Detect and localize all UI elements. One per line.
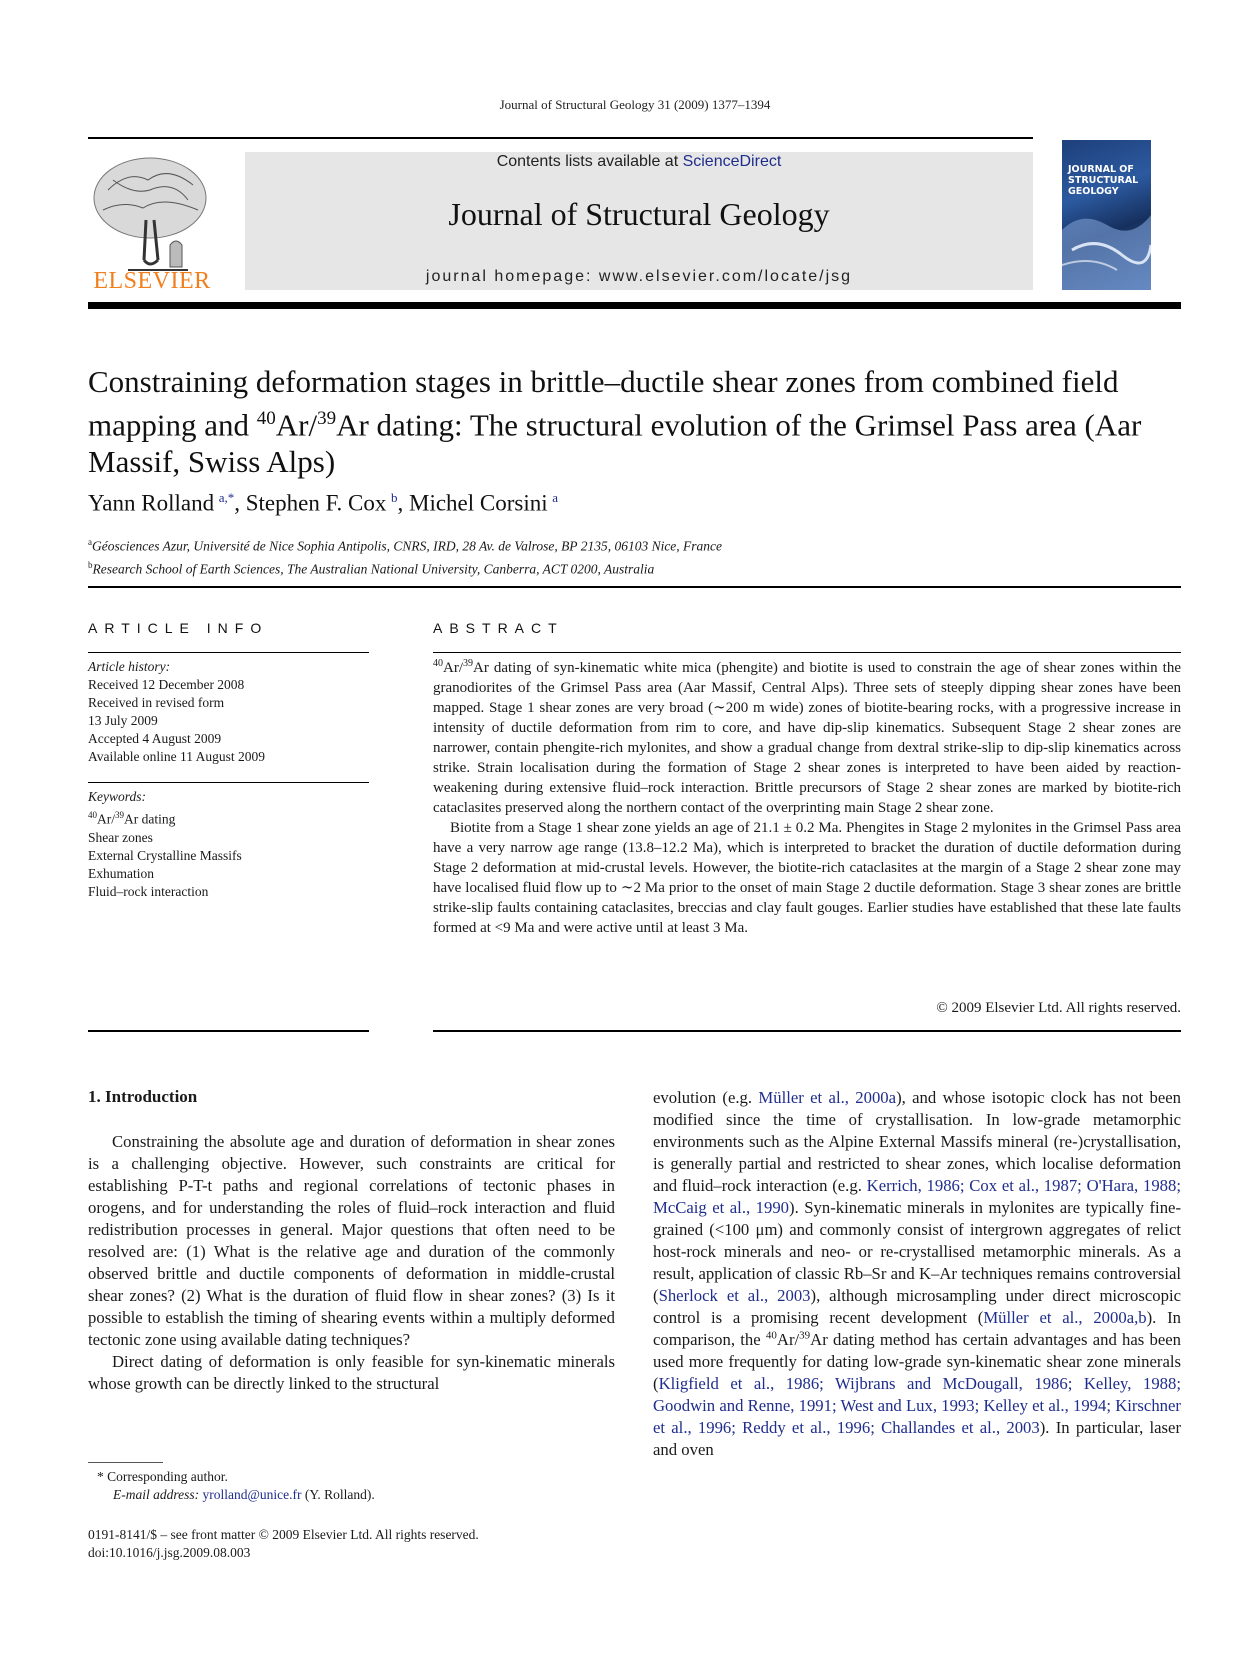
keyword: Fluid–rock interaction [88,883,209,899]
corresponding-mark[interactable]: * [227,490,235,505]
abstract-body [433,658,1181,938]
history-label: Article history: [88,659,171,674]
rule [88,652,369,653]
rule [433,1030,1181,1032]
journal-cover-image [1062,140,1151,290]
cover-artwork [1062,140,1151,290]
keyword: Exhumation [88,865,154,881]
cover-title: JOURNAL OF STRUCTURAL GEOLOGY [1068,164,1139,197]
abstract-heading: ABSTRACT [433,620,564,636]
issn-line: 0191-8141/$ – see front matter © 2009 Elsevier Ltd. All rights reserved. [88,1527,479,1542]
title-text-ar: Ar/ [275,407,318,443]
article-history [88,658,369,766]
rule [433,652,1181,653]
author-affil: b [391,490,398,505]
keywords-label: Keywords: [88,789,146,804]
front-matter [88,1526,688,1562]
citation-link[interactable]: Müller et al., 2000a [758,1088,897,1107]
journal-reference: Journal of Structural Geology 31 (2009) 1377–1394 [499,97,771,112]
author-name[interactable]: Yann Rolland [88,490,215,516]
intro-paragraph-2: Direct dating of deformation is only feasible for syn-kinematic minerals whose growth can be directly linked to the structural [88,1352,615,1393]
header-rule [88,137,1033,139]
title-text-1: Constraining deformation stages in brittle–ductile shear zones from combined field mapping and [88,364,1119,443]
abstract-paragraph-2: Biotite from a Stage 1 shear zone yields an age of 21.1 ± 0.2 Ma. Phengites in Stage 2 mylonites in the Grimsel Pass area have a very narrow age range (13.8–12.2 Ma), which is interpreted to bracket the duration of ductile deformation during Stage 2 deformation at mid-crustal levels. However, the biotite-rich cataclasites at the margin of a Stage 2 shear zone may have localised fluid flow up to ∼2 Ma prior to the onset of main Stage 2 ductile deformation. Stage 3 shear zones are brittle strike-slip faults containing cataclasites, breccias and clay fault gouges. Earlier studies have established that these late faults formed at <9 Ma and were active until at least 3 Ma. [433,820,1181,936]
rule [88,1030,369,1032]
keyword: Shear zones [88,829,153,845]
keywords [88,788,369,901]
publisher-wordmark: ELSEVIER [93,268,211,294]
body-column-left [88,1131,615,1395]
section-heading-introduction: 1. Introduction [88,1087,198,1106]
history-line: Accepted 4 August 2009 [88,731,222,746]
article-info-heading: ARTICLE INFO [88,620,269,636]
sciencedirect-link[interactable]: ScienceDirect [682,153,782,170]
corresponding-author-note: * Corresponding author. [97,1469,228,1484]
author-name[interactable]: Michel Corsini [409,490,548,516]
affiliation-a: $^a$Géosciences Azur, Université de Nice Sophia Antipolis, CNRS, IRD, 28 Av. de Valrose, BP 2135, 06103 Nice, France [88,537,723,554]
author-name[interactable]: Stephen F. Cox [245,490,387,516]
title-sup-39: 39 [317,408,337,429]
intro-paragraph-continued: evolution (e.g. Müller et al., 2000a), and whose isotopic clock has not been modified since the time of crystallisation. In low-grade metamorphic environments such as the Alpine External Massifs mineral (re-)crystallisation, is generally partial and restricted to shear zones, which localise deformation and fluid–rock interaction (e.g. Kerrich, 1986; Cox et al., 1987; O'Hara, 1988; McCaig et al., 1990). Syn-kinematic minerals in mylonites are typically fine-grained (<100 μm) and commonly consist of intergrown aggregates of relict host-rock minerals and neo- or re-crystallised metamorphic minerals. As a result, application of classic Rb–Sr and K–Ar techniques remains controversial (Sherlock et al., 2003), although microsampling under direct microscopic control is a promising recent development (Müller et al., 2000a,b). In comparison, the $^{40}$Ar/$^{39}$Ar dating method has certain advantages and has been used more frequently for dating low-grade syn-kinematic shear zone minerals (Kligfield et al., 1986; Wijbrans and McDougall, 1986; Kelley, 1988; Goodwin and Renne, 1991; West and Lux, 1993; Kelley et al., 1994; Kirschner et al., 1996; Reddy et al., 1996; Challandes et al., 2003). In particular, laser and oven [653,1088,1181,1459]
history-line: Received in revised form [88,695,225,710]
contents-available [245,152,1033,172]
email-line: E-mail address: yrolland@unice.fr (Y. Rolland). [113,1487,375,1502]
author-affil: a,* [218,490,235,505]
keyword: External Crystalline Massifs [88,847,242,863]
author-list: Yann Rolland $^{a,*}$, Stephen F. Cox $^b$, Michel Corsini $^a$ [88,490,559,516]
citation-link[interactable]: Müller et al., 2000a,b [983,1308,1147,1327]
affiliation-b: $^b$Research School of Earth Sciences, The Australian National University, Canberra, ACT 0200, Australia [88,559,655,576]
citation-link[interactable]: Sherlock et al., 2003 [658,1286,811,1305]
header-thick-rule [88,302,1181,309]
article-title [88,363,1181,480]
citation-link[interactable]: Kligfield et al., 1986; Wijbrans and McDougall, 1986; Kelley, 1988; Goodwin and Renne, 1991; West and Lux, 1993; Kelley et al., 1994; Kirschner et al., 1996; Reddy et al., 1996; Challandes et al., 2003 [653,1374,1181,1437]
email-link[interactable]: yrolland@unice.fr [202,1487,302,1502]
contents-prefix: Contents lists available at [496,153,683,170]
citation-link[interactable]: Kerrich, 1986; Cox et al., 1987; O'Hara, 1988; McCaig et al., 1990 [653,1176,1181,1217]
author-affil: a [552,490,559,505]
abstract-copyright: © 2009 Elsevier Ltd. All rights reserved. [936,1000,1181,1016]
journal-banner [245,152,1033,290]
body-column-right [653,1087,1181,1461]
abstract-paragraph-1: $^{40}$Ar/$^{39}$Ar dating of syn-kinematic white mica (phengite) and biotite is used to constrain the age of shear zones within the granodiorites of the Grimsel Pass area (Aar Massif, Central Alps). Three sets of steeply dipping shear zones have been mapped. Stage 1 shear zones are very broad (∼200 m wide) zones of biotite-bearing rocks, with a progressive increase in intensity of ductile deformation from rim to core, and have dip-slip kinematics. Subsequent Stage 2 shear zones are narrower, contain phengite-rich mylonites, and show a gradual change from dextral strike-slip to dip-slip kinematics across strike. Strain localisation during the formation of Stage 2 shear zones is interpreted to have been aided by reaction-weakening during extensive fluid–rock interaction. Brittle precursors of Stage 2 shear zones are marked by biotite-rich cataclasites preserved along the northern contact of the overprinting main Stage 2 shear zone. [433,658,1181,816]
section-rule [88,586,1181,588]
history-line: Available online 11 August 2009 [88,749,265,764]
doi-line[interactable]: doi:10.1016/j.jsg.2009.08.003 [88,1545,251,1560]
journal-homepage[interactable]: journal homepage: www.elsevier.com/locate/jsg [425,268,853,285]
affiliations [88,533,1181,578]
keyword: $^{40}$Ar/$^{39}$Ar dating [88,810,176,827]
footnote-rule [88,1462,163,1463]
footnote [97,1468,597,1504]
history-line: 13 July 2009 [88,713,158,728]
journal-title: Journal of Structural Geology [448,196,830,232]
rule [88,782,369,783]
history-line: Received 12 December 2008 [88,677,245,692]
title-text-2: Ar dating: The structural evolution of the Grimsel Pass area (Aar Massif, Swiss Alps) [88,407,1142,480]
title-sup-40: 40 [256,408,276,429]
intro-paragraph-1: Constraining the absolute age and duration of deformation in shear zones is a challenging objective. However, such constraints are critical for establishing P-T-t paths and regional correlations of tectonic phases in orogens, and for understanding the roles of fluid–rock interaction and fluid redistribution processes in general. Major questions that often need to be resolved are: (1) What is the relative age and duration of the commonly observed brittle and ductile components of deformation in middle-crustal shear zones? (2) What is the duration of fluid flow in shear zones? (3) Is it possible to establish the timing of shearing events within a multiply deformed tectonic zone using available dating techniques? [88,1132,615,1349]
